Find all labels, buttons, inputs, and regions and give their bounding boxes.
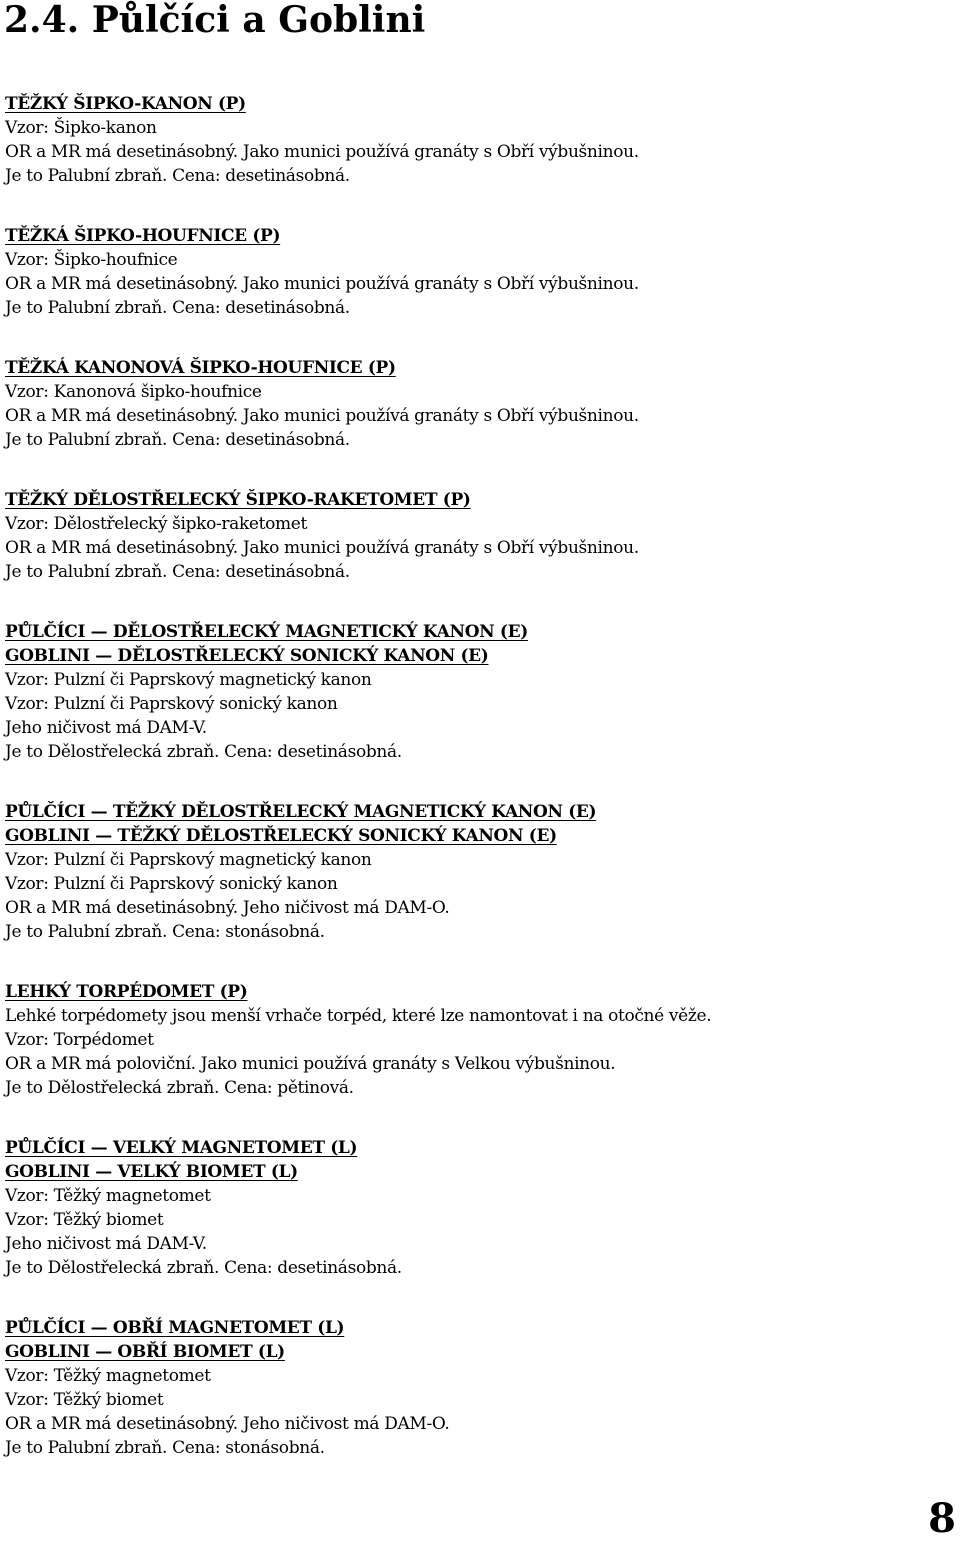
weapon-description-line: OR a MR má desetinásobný. Jeho ničivost má DAM-O. [5, 1414, 450, 1434]
weapon-heading: TĚŽKÝ ŠIPKO-KANON (P) [5, 94, 246, 114]
weapon-section [5, 620, 955, 764]
weapon-description-line: Je to Palubní zbraň. Cena: stonásobná. [5, 1438, 325, 1458]
weapon-description-line: Je to Dělostřelecká zbraň. Cena: desetinásobná. [5, 742, 402, 762]
weapon-section [5, 92, 955, 188]
weapon-description-line: Vzor: Pulzní či Paprskový magnetický kanon [5, 670, 372, 690]
weapon-description-line: OR a MR má desetinásobný. Jeho ničivost má DAM-O. [5, 898, 450, 918]
weapon-heading: TĚŽKÁ ŠIPKO-HOUFNICE (P) [5, 226, 281, 246]
weapon-description-line: Je to Dělostřelecká zbraň. Cena: pětinová. [5, 1078, 354, 1098]
weapon-heading: GOBLINI — DĚLOSTŘELECKÝ SONICKÝ KANON (E) [5, 646, 489, 666]
weapon-description-line: Je to Palubní zbraň. Cena: desetinásobná. [5, 166, 350, 186]
weapon-heading: TĚŽKÁ KANONOVÁ ŠIPKO-HOUFNICE (P) [5, 358, 396, 378]
weapon-description-line: OR a MR má desetinásobný. Jako munici používá granáty s Obří výbušninou. [5, 538, 639, 558]
weapon-description-line: Vzor: Těžký biomet [5, 1390, 164, 1410]
weapon-section [5, 1316, 955, 1460]
weapon-description-line: Vzor: Pulzní či Paprskový sonický kanon [5, 694, 338, 714]
weapon-section [5, 488, 955, 584]
weapon-description-line: OR a MR má desetinásobný. Jako munici používá granáty s Obří výbušninou. [5, 142, 639, 162]
weapon-description-line: Je to Palubní zbraň. Cena: stonásobná. [5, 922, 325, 942]
weapon-description-line: Vzor: Těžký magnetomet [5, 1186, 211, 1206]
weapon-description-line: Je to Dělostřelecká zbraň. Cena: desetinásobná. [5, 1258, 402, 1278]
weapon-heading: GOBLINI — VELKÝ BIOMET (L) [5, 1162, 298, 1182]
weapon-description-line: Vzor: Torpédomet [5, 1030, 154, 1050]
weapon-description-line: Vzor: Těžký magnetomet [5, 1366, 211, 1386]
weapon-heading: PŮLČÍCI — TĚŽKÝ DĚLOSTŘELECKÝ MAGNETICKÝ KANON (E) [5, 802, 597, 822]
page-title: 2.4. Půlčíci a Goblini [4, 0, 426, 41]
weapon-description-line: Jeho ničivost má DAM-V. [5, 718, 207, 738]
weapon-description-line: Vzor: Kanonová šipko-houfnice [5, 382, 262, 402]
weapon-description-line: Jeho ničivost má DAM-V. [5, 1234, 207, 1254]
document-body [5, 92, 955, 1496]
weapon-section [5, 1136, 955, 1280]
weapon-description-line: Vzor: Šipko-houfnice [5, 250, 178, 270]
weapon-description-line: Vzor: Dělostřelecký šipko-raketomet [5, 514, 307, 534]
page-number: 8 [928, 1495, 956, 1542]
weapon-description-line: OR a MR má desetinásobný. Jako munici používá granáty s Obří výbušninou. [5, 274, 639, 294]
weapon-section [5, 356, 955, 452]
weapon-heading: TĚŽKÝ DĚLOSTŘELECKÝ ŠIPKO-RAKETOMET (P) [5, 490, 471, 510]
weapon-description-line: OR a MR má desetinásobný. Jako munici používá granáty s Obří výbušninou. [5, 406, 639, 426]
weapon-heading: GOBLINI — TĚŽKÝ DĚLOSTŘELECKÝ SONICKÝ KANON (E) [5, 826, 557, 846]
weapon-description-line: Vzor: Šipko-kanon [5, 118, 157, 138]
weapon-description-line: Je to Palubní zbraň. Cena: desetinásobná. [5, 430, 350, 450]
weapon-description-line: Je to Palubní zbraň. Cena: desetinásobná. [5, 562, 350, 582]
weapon-section [5, 980, 955, 1100]
weapon-description-line: Vzor: Těžký biomet [5, 1210, 164, 1230]
weapon-section [5, 800, 955, 944]
weapon-heading: PŮLČÍCI — VELKÝ MAGNETOMET (L) [5, 1138, 358, 1158]
weapon-heading: GOBLINI — OBŘÍ BIOMET (L) [5, 1342, 285, 1362]
weapon-description-line: Vzor: Pulzní či Paprskový magnetický kanon [5, 850, 372, 870]
weapon-heading: LEHKÝ TORPÉDOMET (P) [5, 982, 248, 1002]
weapon-description-line: Je to Palubní zbraň. Cena: desetinásobná. [5, 298, 350, 318]
weapon-description-line: Vzor: Pulzní či Paprskový sonický kanon [5, 874, 338, 894]
weapon-heading: PŮLČÍCI — OBŘÍ MAGNETOMET (L) [5, 1318, 345, 1338]
weapon-description-line: OR a MR má poloviční. Jako munici používá granáty s Velkou výbušninou. [5, 1054, 616, 1074]
weapon-description-line: Lehké torpédomety jsou menší vrhače torpéd, které lze namontovat i na otočné věže. [5, 1006, 712, 1026]
weapon-heading: PŮLČÍCI — DĚLOSTŘELECKÝ MAGNETICKÝ KANON (E) [5, 622, 528, 642]
weapon-section [5, 224, 955, 320]
